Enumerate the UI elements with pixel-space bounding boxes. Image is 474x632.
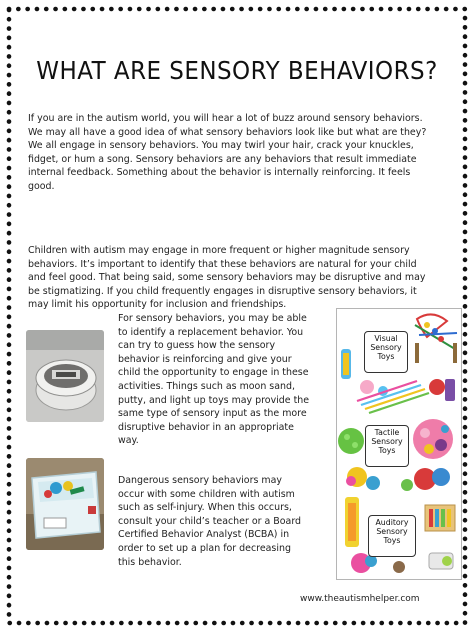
- sensory-bin-photo: [26, 458, 104, 550]
- intro-paragraph: If you are in the autism world, you will hear a lot of buzz around sensory behaviors. We may all have a good idea of what sensory behaviors look like but what are they? We all engage in sensory behaviors. You may twirl your hair, crack your knuckles, fidget, or hum a song. Sensory behaviors are any behaviors that result immediate internal feedback. Something about the behavior is internally reinforcing. It feels good.: [28, 113, 427, 192]
- dangerous-behaviors-paragraph: Dangerous sensory behaviors may occur with some children with autism such as self-injury. When this occurs, consult your child’s teacher or a Board Certified Behavior Analyst (BCBA) in order to set up a plan for decreasing this behavior.: [118, 475, 302, 568]
- putty-tin-photo: [26, 330, 104, 422]
- visual-sensory-toys-label: Visual Sensory Toys: [364, 331, 408, 373]
- autism-paragraph: Children with autism may engage in more frequent or higher magnitude sensory behaviors. It’s important to identify that these behaviors are natural for your child and feel good. That being said, some sensory behaviors may be disruptive and may be stigmatizing. If you child frequently engages in disruptive sensory behaviors, it may limit his opportunity for inclusion and friendships.: [28, 245, 426, 311]
- sensory-toys-collage: [336, 308, 462, 580]
- page-title: WHAT ARE SENSORY BEHAVIORS?: [36, 56, 438, 85]
- replacement-paragraph: For sensory behaviors, you may be able to identify a replacement behavior. You can try to guess how the sensory behavior is reinforcing and give your child the opportunity to engage in these activities. Things such as moon sand, putty, and light up toys may provide the same type of sensory input as the more disruptive behavior in an appropriate way.: [118, 313, 310, 447]
- website-footer: www.theautismhelper.com: [300, 594, 420, 604]
- tactile-sensory-toys-label: Tactile Sensory Toys: [365, 425, 409, 467]
- auditory-sensory-toys-label: Auditory Sensory Toys: [368, 515, 416, 557]
